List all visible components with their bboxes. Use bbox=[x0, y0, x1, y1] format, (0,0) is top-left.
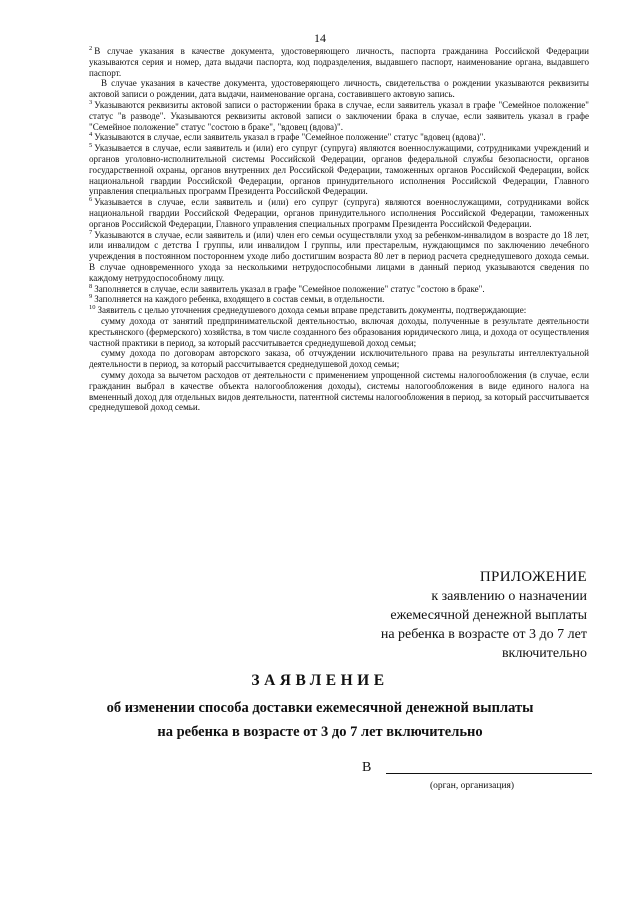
footnote-10 bbox=[89, 305, 589, 316]
footnote-text: Указываются в случае, если заявитель указал в графе "Семейное положение" статус "вдовец (вдова)". bbox=[94, 132, 486, 143]
footnote-marker: 3 bbox=[89, 98, 93, 106]
subtitle-line: на ребенка в возрасте от 3 до 7 лет включительно bbox=[157, 724, 483, 740]
footnote-6 bbox=[89, 197, 589, 229]
footnote-10-para-3 bbox=[89, 370, 589, 413]
subtitle-line: об изменении способа доставки ежемесячной денежной выплаты bbox=[106, 700, 534, 716]
footnote-text: Заполняется на каждого ребенка, входящего в состав семьи, в отдельности. bbox=[94, 294, 385, 305]
footnote-marker: 10 bbox=[89, 304, 96, 312]
appendix-line: включительно bbox=[501, 646, 587, 661]
document-subtitle bbox=[0, 696, 640, 744]
recipient-line bbox=[362, 760, 602, 776]
footnotes-block bbox=[89, 46, 589, 413]
footnote-4 bbox=[89, 132, 589, 143]
footnote-text: Заполняется в случае, если заявитель указал в графе "Семейное положение" статус "состою в браке". bbox=[94, 283, 485, 294]
footnote-marker: 5 bbox=[89, 142, 93, 150]
footnote-text: Указывается в случае, если заявитель и (или) его супруг (супруга) являются военнослужащими, сотрудниками войск национальной гвардии Российской Федерации, органов принудительного исполнения Российской Федерации, таможенных органов Российской Федерации, Главного управления специальных программ Президента Российской Федерации. bbox=[89, 197, 589, 229]
footnote-10-para-2 bbox=[89, 348, 589, 370]
footnote-2-para-1 bbox=[89, 78, 589, 100]
footnote-marker: 9 bbox=[89, 293, 93, 301]
footnote-text: В случае указания в качестве документа, удостоверяющего личность, свидетельства о рождении указываются реквизиты актовой записи о рождении, дата выдачи, наименование органа, составившего актовую запись. bbox=[89, 78, 589, 100]
footnote-text: Заявитель с целью уточнения среднедушевого дохода семьи вправе представить документы, подтверждающие: bbox=[97, 305, 527, 316]
footnote-marker: 6 bbox=[89, 196, 93, 204]
footnote-text: сумму дохода от занятий предпринимательской деятельностью, включая доходы, полученные в результате деятельности крестьянского (фермерского) хозяйства, в том числе созданного без образования юридического лица, и дохода от осуществления частной практики в период, за который рассчитывается среднедушевой доход семьи; bbox=[89, 315, 589, 348]
footnote-text: сумму дохода за вычетом расходов от деятельности с применением упрощенной системы налогообложения (в случае, если гражданин выбрал в качестве объекта налогообложения доходы), системы налогообложения в виде единого налога на вмененный доход для отдельных видов деятельности, патентной системы налогообложения в период, за который рассчитывается среднедушевой доход семьи. bbox=[89, 369, 589, 413]
footnote-text: сумму дохода по договорам авторского заказа, об отчуждении исключительного права на результаты интеллектуальной деятельности в период, за который рассчитывается среднедушевой доход семьи; bbox=[89, 348, 589, 370]
footnote-8 bbox=[89, 284, 589, 295]
footnote-3 bbox=[89, 100, 589, 132]
appendix-line: к заявлению о назначении bbox=[431, 589, 587, 604]
recipient-blank-field[interactable] bbox=[386, 773, 592, 774]
appendix-line: на ребенка в возрасте от 3 до 7 лет bbox=[380, 627, 587, 642]
footnote-text: Указываются в случае, если заявитель и (или) член его семьи осуществляли уход за ребенком-инвалидом в возрасте до 18 лет, или инвалидом с детства I группы, или инвалидом I группы, или престарелым, нуждающимся по заключению лечебного учреждения в постоянном постороннем уходе либо достигшим возраста 80 лет в период расчета среднедушевого дохода семьи. В случае одновременного ухода за несколькими нетрудоспособными лицами в данный период указываются сведения по каждому нетрудоспособному лицу. bbox=[89, 229, 589, 283]
footnote-9 bbox=[89, 294, 589, 305]
recipient-prefix: В bbox=[362, 760, 372, 775]
document-title: ЗАЯВЛЕНИЕ bbox=[251, 672, 389, 689]
footnote-2 bbox=[89, 46, 589, 78]
footnote-10-para-1 bbox=[89, 316, 589, 348]
appendix-header bbox=[327, 568, 587, 663]
recipient-caption: (орган, организация) bbox=[430, 781, 515, 791]
footnote-5 bbox=[89, 143, 589, 197]
footnote-text: В случае указания в качестве документа, удостоверяющего личность, паспорта гражданина Российской Федерации указываются серия и номер, дата выдачи паспорта, код подразделения, выдавшего паспорт, наименование органа, выдавшего паспорт. bbox=[89, 46, 589, 78]
footnote-marker: 7 bbox=[89, 228, 93, 236]
footnote-text: Указываются реквизиты актовой записи о расторжении брака в случае, если заявитель указал в графе "Семейное положение" статус "в разводе". Указываются реквизиты актовой записи о заключении брака в случае, если заявитель указал в графе "Семейное положение" статус "состою в браке", "вдовец (вдова)". bbox=[89, 99, 589, 132]
page-number: 14 bbox=[314, 31, 326, 45]
footnote-marker: 2 bbox=[89, 44, 93, 52]
footnote-7 bbox=[89, 230, 589, 284]
footnote-text: Указывается в случае, если заявитель и (или) его супруг (супруга) являются военнослужащими, сотрудниками учреждений и органов уголовно-исполнительной системы Российской Федерации, органов федеральной службы безопасности, органов государственной охраны, органов внутренних дел Российской Федерации, таможенных органов Российской Федерации, войск национальной гвардии Российской Федерации, органов принудительного исполнения Российской Федерации, Главного управления специальных программ Президента Российской Федерации. bbox=[89, 143, 589, 197]
appendix-line: ежемесячной денежной выплаты bbox=[390, 608, 587, 623]
footnote-marker: 8 bbox=[89, 282, 93, 290]
appendix-title: ПРИЛОЖЕНИЕ bbox=[479, 569, 587, 585]
footnote-marker: 4 bbox=[89, 131, 93, 139]
